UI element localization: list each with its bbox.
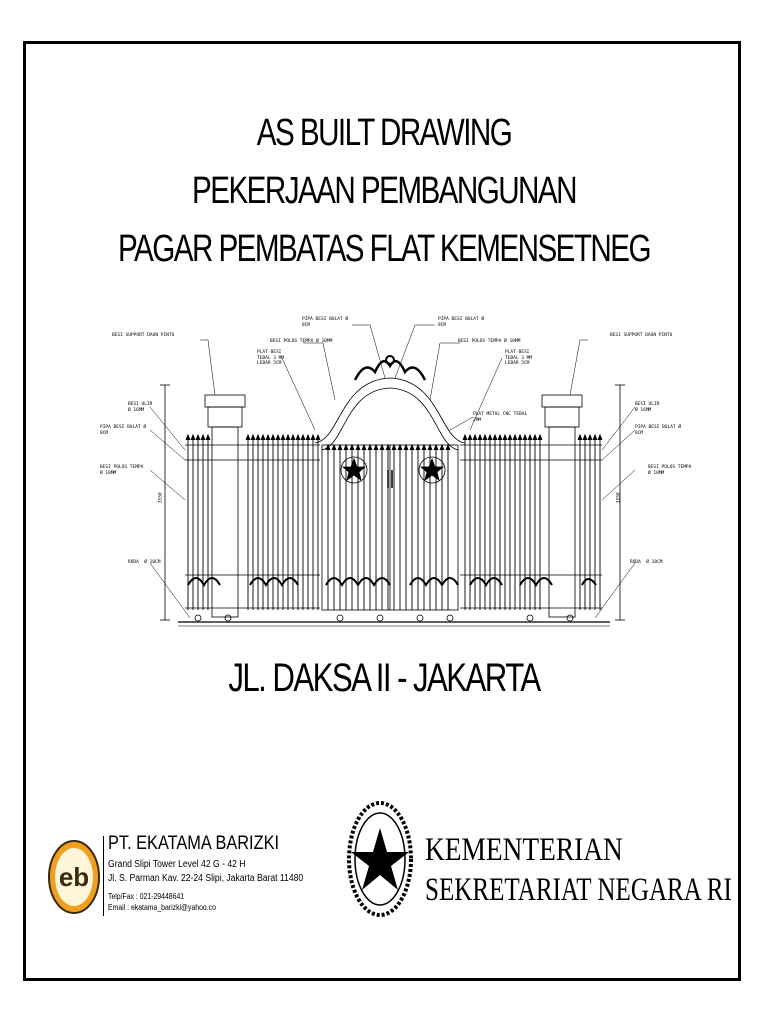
gate-bar-spike [392, 445, 396, 450]
gate-bar-spike [251, 435, 255, 440]
gate-bar-spike [301, 435, 305, 440]
gate-bar-spike [428, 445, 432, 450]
gate-bar-spike [593, 435, 597, 440]
gate-bar-spike [186, 435, 190, 440]
state-secretariat-seal-icon [347, 800, 413, 918]
gate-bar-spike [538, 435, 542, 440]
label-plat-metal-cnc: PLAT METAL CNC TEBAL 2MM [473, 412, 528, 423]
gate-bar-spike [483, 435, 487, 440]
gate-bar-spike [356, 445, 360, 450]
gate-bar-spike [588, 435, 592, 440]
gate-bar-spike [291, 435, 295, 440]
label-plat-besi-left: PLAT BESI TEBAL 3 MM LEBAR 5CM [257, 350, 285, 366]
gate-bar-spike [404, 445, 408, 450]
title-line-1: AS BUILT DRAWING [256, 112, 512, 154]
gate-elevation-drawing [90, 300, 692, 645]
ministry-line-1: KEMENTERIAN [425, 832, 623, 868]
gate-bar-spike [468, 435, 472, 440]
gate-bar-spike [488, 435, 492, 440]
gate-bar-spike [513, 435, 517, 440]
gate-bar-spike [498, 435, 502, 440]
title-line-3: PAGAR PEMBATAS FLAT KEMENSETNEG [118, 228, 650, 270]
gate-bar-spike [410, 445, 414, 450]
gate-bar-spike [583, 435, 587, 440]
gate-bar-spike [286, 435, 290, 440]
company-phone: Telp/Fax : 021-29448641 [108, 892, 185, 901]
label-pipa-bulat-8cm-a: PIPA BESI BULAT Ø 8CM [302, 317, 349, 328]
gate-bar-spike [528, 435, 532, 440]
gate-bar-spike [440, 445, 444, 450]
gate-bar-spike [368, 445, 372, 450]
gate-bar-spike [266, 435, 270, 440]
ministry-line-2: SEKRETARIAT NEGARA RI [425, 872, 732, 908]
title-line-2: PEKERJAAN PEMBANGUNAN [192, 170, 576, 212]
gate-bar-spike [446, 445, 450, 450]
label-besi-polos-10mm-b: BESI POLOS TEMPA Ø 10MM [458, 339, 521, 344]
label-besi-support-right: BESI SUPPORT DAUN PINTU [610, 333, 673, 338]
gate-bar-spike [518, 435, 522, 440]
gate-bar-spike [271, 435, 275, 440]
gate-bar-spike [434, 445, 438, 450]
label-besi-ulir-right: BESI ULIR Ø 16MM [635, 402, 660, 413]
company-address-1: Grand Slipi Tower Level 42 G - 42 H [108, 859, 246, 870]
gate-bar-spike [380, 445, 384, 450]
gate-bar-spike [578, 435, 582, 440]
label-besi-ulir-left: BESI ULIR Ø 16MM [128, 402, 153, 413]
gate-bar-spike [503, 435, 507, 440]
gate-bar-spike [598, 435, 602, 440]
company-name: PT. EKATAMA BARIZKI [108, 833, 280, 854]
gate-bar-spike [316, 435, 320, 440]
location-title: JL. DAKSA II - JAKARTA [228, 656, 540, 700]
gate-bar-spike [416, 445, 420, 450]
gate-bar-spike [306, 435, 310, 440]
gate-bar-spike [196, 435, 200, 440]
gate-bar-spike [276, 435, 280, 440]
dimension-left: 3550 [158, 492, 164, 504]
gate-bar-spike [281, 435, 285, 440]
gate-bar-spike [362, 445, 366, 450]
label-besi-polos-left: BESI POLOS TEMPA Ø 10MM [100, 465, 144, 476]
label-pipa-bulat-right: PIPA BESI BULAT Ø 8CM [635, 425, 682, 436]
gate-bar-spike [332, 445, 336, 450]
gate-bar-spike [201, 435, 205, 440]
gate-bar-spike [398, 445, 402, 450]
gate-bar-spike [422, 445, 426, 450]
company-email: Email : ekatama_barizki@yahoo.co [108, 903, 216, 912]
gate-bar-spike [206, 435, 210, 440]
gate-bar-spike [246, 435, 250, 440]
gate-bar-spike [296, 435, 300, 440]
gate-bar-spike [338, 445, 342, 450]
gate-bar-spike [350, 445, 354, 450]
gate-bar-spike [533, 435, 537, 440]
label-plat-besi-right: PLAT BESI TEBAL 3 MM LEBAR 5CM [505, 350, 533, 366]
label-besi-polos-10mm-a: BESI POLOS TEMPA Ø 10MM [270, 339, 333, 344]
gate-bar-spike [493, 435, 497, 440]
label-roda-right: RODA Ø 10CM [630, 560, 663, 565]
gate-bar-spike [523, 435, 527, 440]
gate-bar-spike [374, 445, 378, 450]
gate-bar-spike [261, 435, 265, 440]
label-roda-left: RODA Ø 10CM [128, 560, 161, 565]
gate-bar-spike [386, 445, 390, 450]
dimension-right: 3550 [616, 492, 622, 504]
gate-bar-spike [256, 435, 260, 440]
gate-bar-spike [311, 435, 315, 440]
gate-bar-spike [473, 435, 477, 440]
ekatama-logo-icon [48, 838, 100, 916]
logo-text: eb [58, 862, 90, 892]
gate-drawing-svg [90, 300, 680, 645]
gate-bar-spike [344, 445, 348, 450]
company-divider [103, 836, 104, 916]
gate-bar-spike [478, 435, 482, 440]
label-besi-support-left: BESI SUPPORT DAUN PINTU [112, 333, 175, 338]
gate-bar-spike [191, 435, 195, 440]
company-address-2: Jl. S. Parman Kav. 22-24 Slipi, Jakarta Barat 11480 [108, 873, 304, 884]
gate-bar-spike [508, 435, 512, 440]
label-besi-polos-right: BESI POLOS TEMPA Ø 10MM [648, 465, 692, 476]
label-pipa-bulat-8cm-b: PIPA BESI BULAT Ø 8CM [438, 317, 485, 328]
label-pipa-bulat-left: PIPA BESI BULAT Ø 8CM [100, 425, 147, 436]
gate-bar-spike [463, 435, 467, 440]
